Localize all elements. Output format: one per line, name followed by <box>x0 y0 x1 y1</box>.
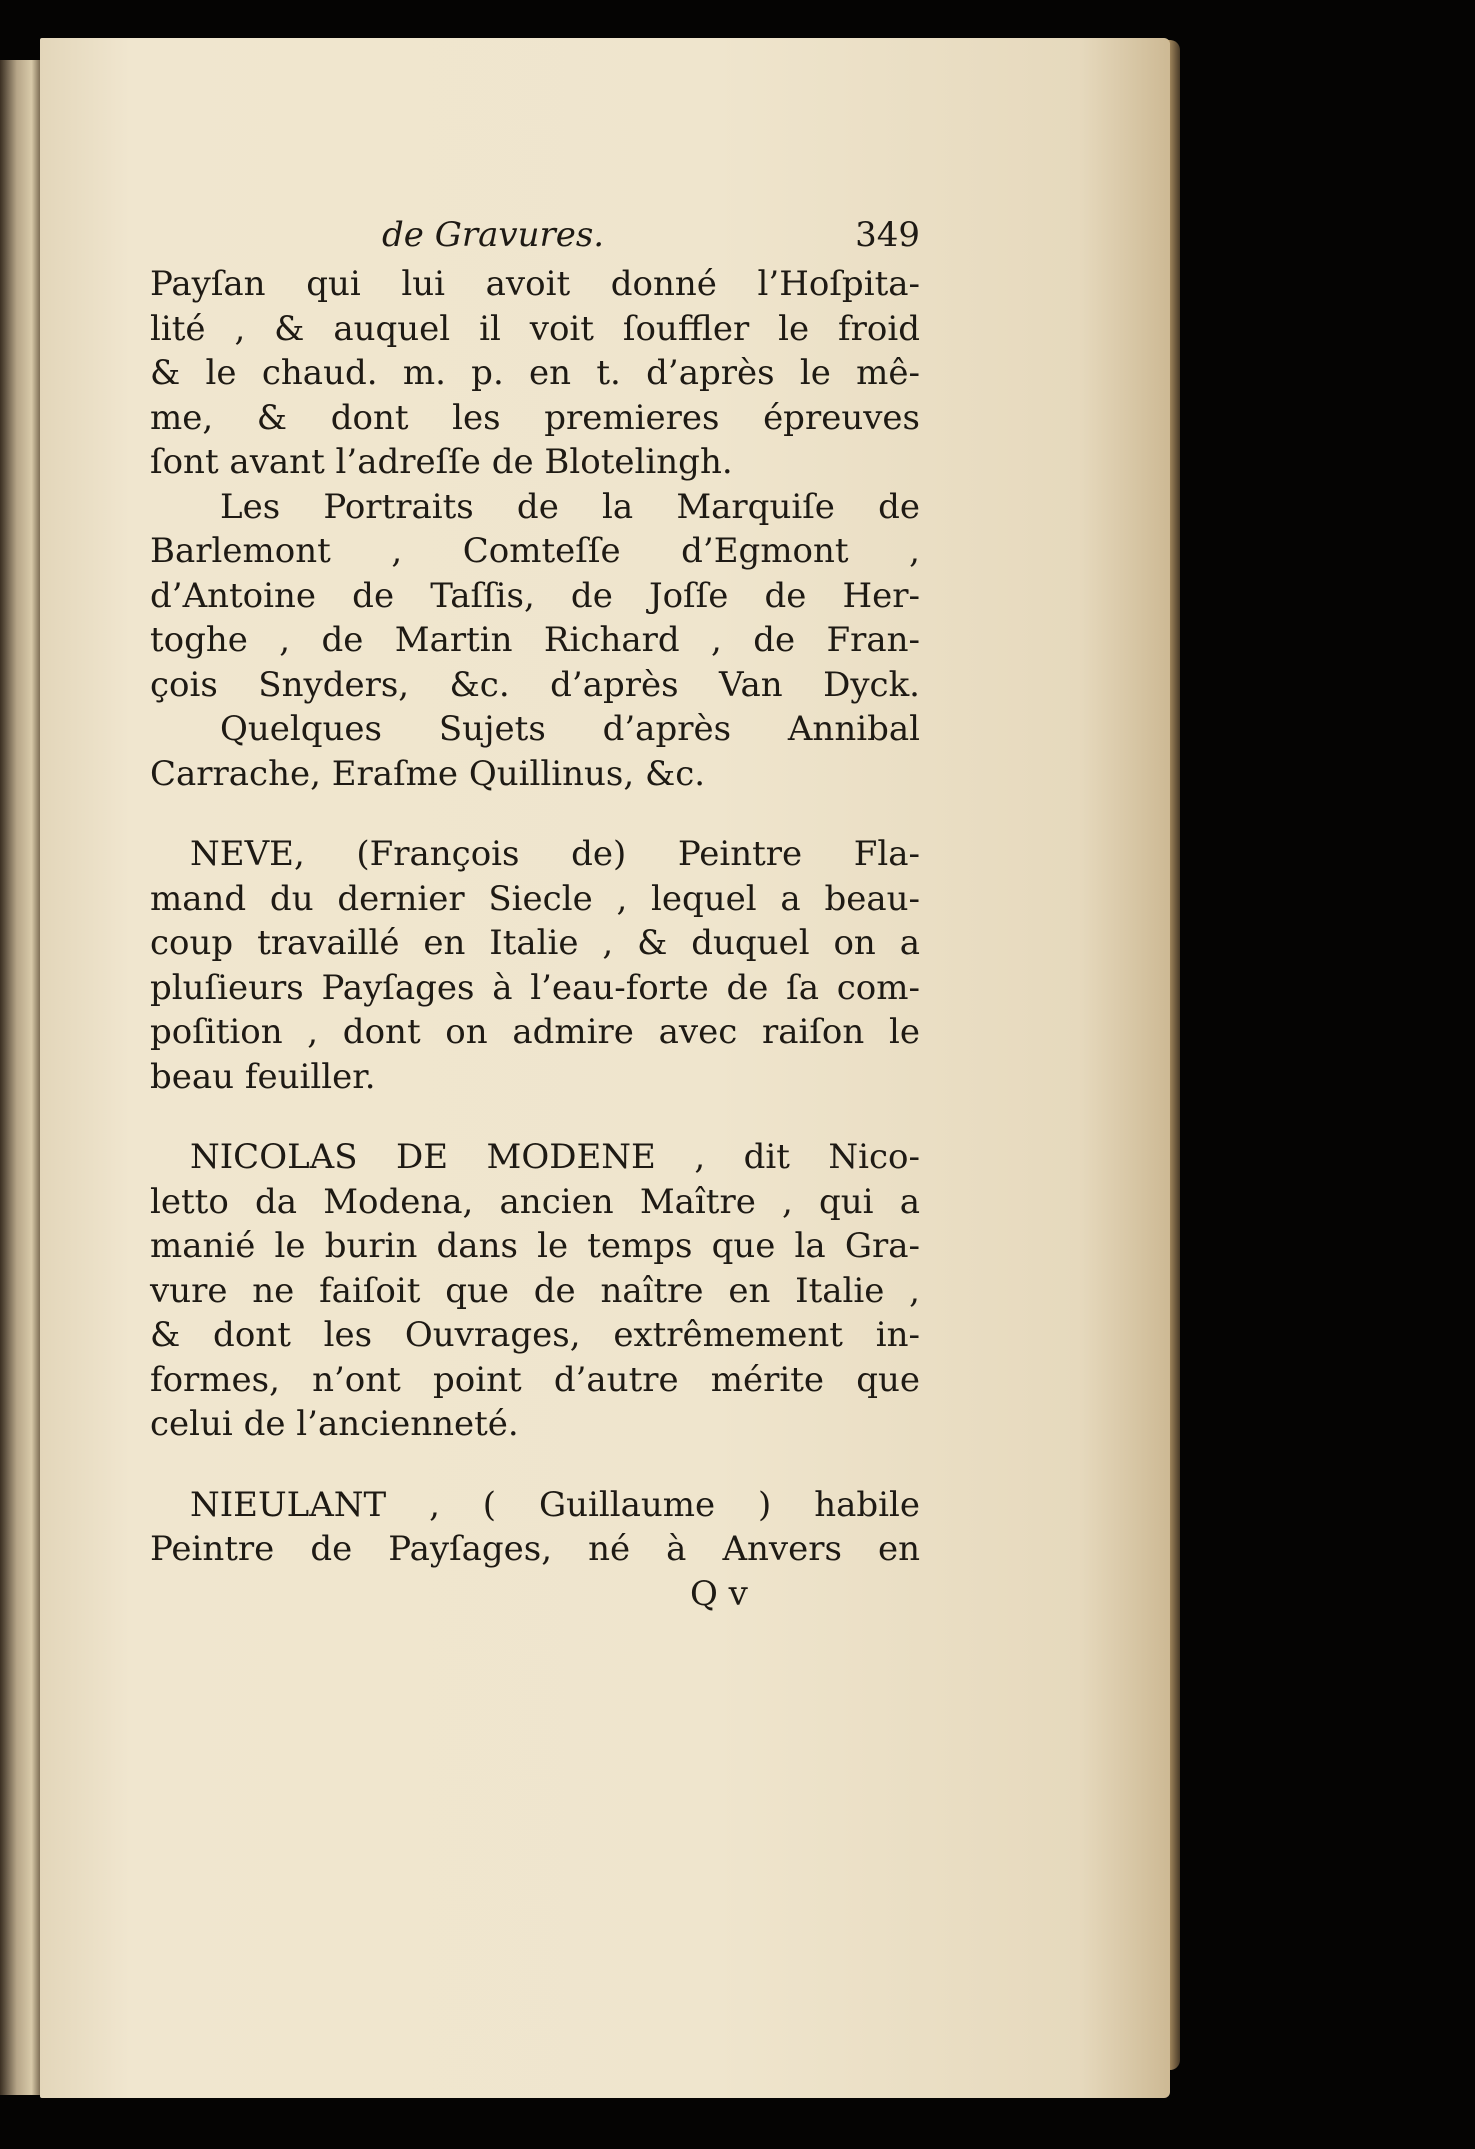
entry-nieulant-title-line: NIEULANT , ( Guillaume ) habile <box>190 1484 920 1525</box>
text-line: d’Antoine de Taſſis, de Joſſe de Her- <box>150 575 920 616</box>
text-line: Peintre de Payſages, né à Anvers en <box>150 1529 920 1569</box>
text-line: pluſieurs Payſages à l’eau-forte de ſa com- <box>150 967 920 1008</box>
text-line: & dont les Ouvrages, extrêmement in- <box>150 1315 920 1355</box>
entry-nicolas-title-line: NICOLAS DE MODENE , dit Nico- <box>190 1137 920 1177</box>
left-page-edge <box>0 60 42 2095</box>
text-line: manié le burin dans le temps que la Gra- <box>150 1226 920 1266</box>
page-body <box>150 262 920 1616</box>
text-line: ſont avant l’adreſſe de Blotelingh. <box>150 442 733 482</box>
text-line: poſition , dont on admire avec raiſon le <box>150 1012 920 1052</box>
text-line: beau feuiller. <box>150 1056 376 1097</box>
text-line: toghe , de Martin Richard , de Fran- <box>150 620 920 660</box>
page-number: 349 <box>855 215 920 255</box>
text-line: formes, n’ont point d’autre mérite que <box>150 1359 920 1400</box>
text-line: çois Snyders, &c. d’après Van Dyck. <box>150 664 920 705</box>
text-line: & le chaud. m. p. en t. d’après le mê- <box>150 353 920 393</box>
text-line: Quelques Sujets d’après Annibal <box>220 709 920 749</box>
text-line: Carrache, Eraſme Quillinus, &c. <box>150 753 706 794</box>
text-line: Les Portraits de la Marquiſe de <box>220 486 920 527</box>
text-line: celui de l’ancienneté. <box>150 1404 519 1444</box>
text-line: Payſan qui lui avoit donné l’Hoſpita- <box>150 264 920 304</box>
text-line: coup travaillé en Italie , & duquel on a <box>150 923 920 963</box>
text-line: me, & dont les premieres épreuves <box>150 397 920 438</box>
page-header <box>150 215 920 259</box>
text-line: vure ne faiſoit que de naître en Italie , <box>150 1270 920 1311</box>
signature-mark: Q v <box>690 1573 748 1614</box>
text-line: lité , & auquel il voit ſouffler le froid <box>150 308 920 349</box>
text-line: Barlemont , Comteſſe d’Egmont , <box>150 531 920 571</box>
text-line: mand du dernier Siecle , lequel a beau- <box>150 878 920 919</box>
entry-neve-title-line: NEVE, (François de) Peintre Fla- <box>190 834 920 874</box>
running-title: de Gravures. <box>382 215 605 255</box>
text-line: letto da Modena, ancien Maître , qui a <box>150 1181 920 1222</box>
